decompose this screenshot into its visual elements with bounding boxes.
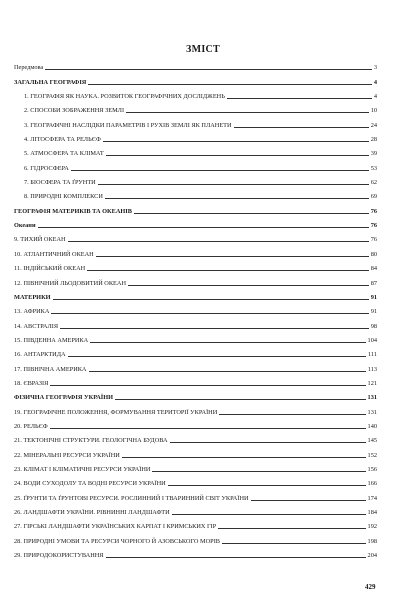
toc-leader-line: [90, 342, 365, 343]
toc-entry-label: 22. МІНЕРАЛЬНІ РЕСУРСИ УКРАЇНИ: [14, 451, 120, 459]
toc-entry-label: 16. АНТАРКТИДА: [14, 351, 66, 359]
toc-entry: [14, 330, 377, 344]
toc-entry-label: 25. ҐРУНТИ ТА ҐРУНТОВІ РЕСУРСИ. РОСЛИННИЙ І ТВАРИННИЙ СВІТ УКРАЇНИ: [14, 494, 249, 502]
toc-entry-label: 26. ЛАНДШАФТИ УКРАЇНИ. РІВНИННІ ЛАНДШАФТИ: [14, 509, 170, 516]
toc-leader-line: [88, 84, 372, 85]
toc-entry: [14, 100, 377, 114]
toc-entry-page: 76: [370, 207, 377, 215]
toc-entry-label: 23. КЛІМАТ І КЛІМАТИЧНІ РЕСУРСИ УКРАЇНИ: [14, 465, 151, 473]
toc-entry-page: 84: [370, 265, 377, 273]
toc-entry: [14, 430, 377, 444]
toc-entry: [14, 200, 377, 214]
toc-leader-line: [105, 198, 369, 199]
toc-leader-line: [68, 241, 369, 242]
toc-entry-page: 28: [370, 136, 377, 144]
toc-leader-line: [128, 285, 369, 286]
toc-entry-page: 91: [370, 308, 377, 316]
toc-entry-page: 53: [370, 164, 377, 172]
toc-entry-label: 4. ЛІТОСФЕРА ТА РЕЛЬЄФ: [24, 136, 101, 144]
toc-entry-label: 21. ТЕКТОНІЧНІ СТРУКТУРИ. ГЕОЛОГІЧНА БУДОВА: [14, 437, 168, 445]
toc-entry: [14, 287, 377, 301]
toc-entry-page: 174: [367, 494, 377, 502]
toc-entry-page: 184: [367, 509, 377, 516]
toc-entry-page: 24: [370, 121, 377, 129]
toc-entry: [14, 401, 377, 415]
toc-entry-page: 76: [370, 236, 377, 244]
toc-entry: [14, 487, 377, 501]
toc-entry: [14, 530, 377, 544]
toc-entry: [14, 502, 377, 516]
toc-entry-label: 8. ПРИРОДНІ КОМПЛЕКСИ: [24, 193, 103, 201]
toc-entry: [14, 301, 377, 315]
toc-entry-label: Передмова: [14, 64, 44, 72]
toc-entry-page: 204: [367, 552, 377, 560]
toc-entry: [14, 129, 377, 143]
toc-leader-line: [53, 299, 369, 300]
toc-leader-line: [106, 155, 369, 156]
toc-entry-page: 156: [367, 465, 377, 473]
toc-entry: [14, 516, 377, 530]
toc-entry-page: 111: [368, 351, 377, 359]
toc-entry-label: 2. СПОСОБИ ЗОБРАЖЕННЯ ЗЕМЛІ: [24, 107, 125, 115]
toc-entry-label: 19. ГЕОГРАФІЧНЕ ПОЛОЖЕННЯ, ФОРМУВАННЯ ТЕРИТОРІЇ УКРАЇНИ: [14, 408, 218, 416]
toc-leader-line: [89, 371, 366, 372]
toc-entry: [14, 373, 377, 387]
toc-entry-page: 69: [370, 193, 377, 201]
toc-entry-label: МАТЕРИКИ: [14, 293, 51, 301]
toc-leader-line: [68, 356, 366, 357]
toc-leader-line: [234, 127, 369, 128]
toc-leader-line: [98, 184, 369, 185]
toc-entry: [14, 57, 377, 71]
toc-entry: [14, 344, 377, 358]
toc-entry-label: ФІЗИЧНА ГЕОГРАФІЯ УКРАЇНИ: [14, 394, 114, 402]
toc-leader-line: [126, 112, 369, 113]
toc-entry-label: 3. ГЕОГРАФІЧНІ НАСЛІДКИ ПАРАМЕТРІВ І РУХІВ ЗЕМЛІ ЯК ПЛАНЕТИ: [24, 121, 232, 129]
toc-leader-line: [50, 385, 365, 386]
toc-entry: [14, 157, 377, 171]
toc-entry: [14, 272, 377, 286]
toc-entry-page: 145: [367, 437, 377, 445]
toc-entry-page: 166: [367, 480, 377, 488]
toc-entry-label: 27. ГІРСЬКІ ЛАНДШАФТИ УКРАЇНСЬКИХ КАРПАТ І КРИМСЬКИХ ГІР: [14, 523, 217, 531]
toc-entry-page: 113: [367, 365, 377, 373]
toc-entry-page: 76: [370, 222, 377, 230]
toc-entry-page: 98: [370, 322, 377, 330]
toc-entry-page: 121: [367, 379, 377, 387]
toc-entry-label: 5. АТМОСФЕРА ТА КЛІМАТ: [24, 150, 104, 158]
toc-entry-label: 11. ІНДІЙСЬКИЙ ОКЕАН: [14, 265, 86, 273]
toc-leader-line: [71, 170, 369, 171]
toc-entry-label: 10. АТЛАНТИЧНИЙ ОКЕАН: [14, 250, 94, 258]
toc-entry-page: 62: [370, 179, 377, 187]
toc-leader-line: [134, 213, 369, 214]
toc-entry-page: 152: [367, 451, 377, 459]
toc-leader-line: [87, 270, 369, 271]
toc-entry-page: 131: [367, 394, 377, 402]
toc-leader-line: [60, 328, 369, 329]
toc-entry-page: 131: [367, 408, 377, 416]
toc-entry: [14, 473, 377, 487]
toc-entry-page: 80: [370, 250, 377, 258]
toc-entry: [14, 114, 377, 128]
toc-leader-line: [227, 98, 372, 99]
toc-entry-label: Океани: [14, 222, 36, 230]
toc-leader-line: [51, 313, 368, 314]
toc-entry-page: 39: [370, 150, 377, 158]
toc-entry-label: 24. ВОДИ СУХОДОЛУ ТА ВОДНІ РЕСУРСИ УКРАЇНИ: [14, 480, 166, 488]
toc-entry-label: 9. ТИХИЙ ОКЕАН: [14, 236, 66, 244]
toc-entry-page: 140: [367, 422, 377, 430]
toc-leader-line: [122, 457, 366, 458]
toc-entry: [14, 143, 377, 157]
toc-entry-page: 4: [373, 93, 377, 101]
toc-leader-line: [172, 514, 366, 515]
toc-entry-page: 3: [373, 64, 377, 72]
toc-entry: [14, 71, 377, 85]
toc-leader-line: [170, 442, 366, 443]
toc-entry: [14, 416, 377, 430]
toc-entry-page: 91: [370, 293, 377, 301]
toc-entry: [14, 172, 377, 186]
toc-entry-page: 192: [367, 523, 377, 531]
toc-leader-line: [45, 69, 372, 70]
page-number: 429: [365, 583, 376, 591]
toc-entry: [14, 444, 377, 458]
toc-leader-line: [218, 528, 365, 529]
toc-entry-label: 12. ПІВНІЧНИЙ ЛЬОДОВИТИЙ ОКЕАН: [14, 279, 127, 287]
toc-entry-label: ЗАГАЛЬНА ГЕОГРАФІЯ: [14, 78, 87, 86]
toc-entry: [14, 545, 377, 559]
toc-entry-page: 87: [370, 279, 377, 287]
toc-entry: [14, 258, 377, 272]
toc-entry: [14, 358, 377, 372]
toc-entry-page: 198: [367, 537, 377, 545]
toc-entry: [14, 243, 377, 257]
toc-entry-label: 15. ПІВДЕННА АМЕРИКА: [14, 336, 89, 344]
toc-entry-label: 28. ПРИРОДНІ УМОВИ ТА РЕСУРСИ ЧОРНОГО Й АЗОВСЬКОГО МОРІВ: [14, 537, 220, 545]
toc-leader-line: [103, 141, 369, 142]
toc-entry: [14, 459, 377, 473]
toc-entry-label: 29. ПРИРОДОКОРИСТУВАННЯ: [14, 552, 104, 560]
toc-entry: [14, 86, 377, 100]
toc-entry-label: 18. ЄВРАЗІЯ: [14, 379, 49, 387]
toc-leader-line: [50, 428, 366, 429]
toc-entry-page: 10: [370, 107, 377, 115]
toc-entry-label: 20. РЕЛЬЄФ: [14, 422, 48, 430]
toc-entry-label: 13. АФРИКА: [14, 308, 50, 316]
toc-leader-line: [38, 227, 369, 228]
toc-leader-line: [106, 557, 366, 558]
toc-entry-page: 4: [373, 78, 377, 86]
toc-leader-line: [219, 414, 365, 415]
toc-entry: [14, 215, 377, 229]
toc-entry: [14, 387, 377, 401]
page-title: ЗМІСТ: [186, 44, 220, 55]
toc-leader-line: [168, 485, 366, 486]
toc-entry-label: 1. ГЕОГРАФІЯ ЯК НАУКА. РОЗВИТОК ГЕОГРАФІЧНИХ ДОСЛІДЖЕНЬ: [24, 93, 225, 101]
toc-leader-line: [251, 500, 366, 501]
toc-entry: [14, 186, 377, 200]
toc-leader-line: [115, 399, 366, 400]
toc-entry-label: 6. ГІДРОСФЕРА: [24, 164, 69, 172]
toc-leader-line: [96, 256, 369, 257]
toc-leader-line: [152, 471, 365, 472]
toc-entry-label: ГЕОГРАФІЯ МАТЕРИКІВ ТА ОКЕАНІВ: [14, 207, 132, 215]
toc-entry: [14, 315, 377, 329]
toc-entry-label: 7. БІОСФЕРА ТА ҐРУНТИ: [24, 179, 96, 187]
toc-entry-label: 17. ПІВНІЧНА АМЕРИКА: [14, 365, 87, 373]
toc-leader-line: [222, 543, 366, 544]
toc-entry-page: 104: [367, 336, 377, 344]
table-of-contents: [14, 57, 377, 559]
toc-entry-label: 14. АВСТРАЛІЯ: [14, 322, 59, 330]
toc-entry: [14, 229, 377, 243]
